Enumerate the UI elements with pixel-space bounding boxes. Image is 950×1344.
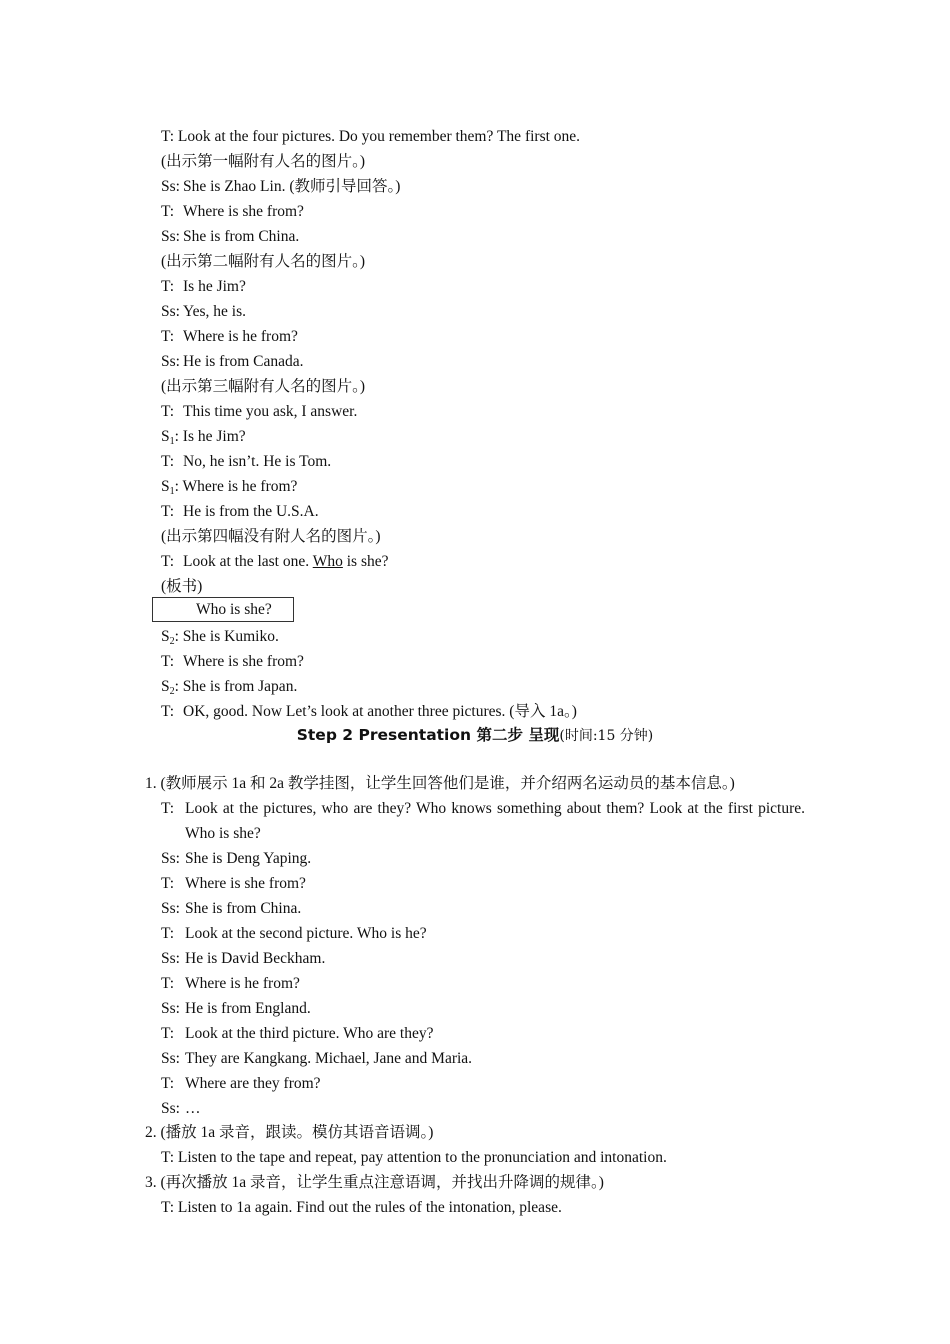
dialogue-line: Ss: They are Kangkang. Michael, Jane and Maria.: [161, 1050, 473, 1067]
dialogue-line: T: Where is she from?: [161, 653, 304, 670]
board-note: (板书): [161, 578, 203, 595]
dialogue-line: T: Look at the last one. Who is she?: [161, 553, 389, 570]
dialogue-line: Ss: She is Deng Yaping.: [161, 850, 312, 867]
dialogue-line: T: Where are they from?: [161, 1075, 321, 1092]
underlined-word: Who: [312, 553, 343, 570]
item-number: 3. (再次播放 1a 录音，让学生重点注意语调，并找出升降调的规律。): [145, 1174, 604, 1191]
dialogue-line: T: Where is she from?: [161, 203, 304, 220]
dialogue-line: T: Is he Jim?: [161, 278, 246, 295]
blackboard-box: Who is she?: [152, 597, 294, 622]
dialogue-line: Ss: Yes, he is.: [161, 303, 247, 320]
dialogue-line: T: Listen to 1a again. Find out the rules of the intonation, please.: [161, 1199, 562, 1216]
dialogue-line: T: He is from the U.S.A.: [161, 503, 319, 520]
dialogue-line: Ss: She is from China.: [161, 228, 300, 245]
dialogue-line: $S_2$: She is Kumiko.: [161, 628, 279, 647]
dialogue-line: T: Where is he from?: [161, 975, 300, 992]
dialogue-line: T: Look at the four pictures. Do you remember them? The first one.: [161, 128, 581, 145]
dialogue-line: Ss: He is from Canada.: [161, 353, 304, 370]
dialogue-line: Ss: He is from England.: [161, 1000, 311, 1017]
dialogue-line: Ss: She is from China.: [161, 900, 302, 917]
stage-note: (出示第四幅没有附人名的图片。): [161, 528, 381, 545]
dialogue-line: $S_1$: Is he Jim?: [161, 428, 246, 447]
dialogue-line: $S_2$: She is from Japan.: [161, 678, 298, 697]
dialogue-line: T: This time you ask, I answer.: [161, 403, 358, 420]
stage-note: (出示第二幅附有人名的图片。): [161, 253, 366, 270]
item-number: 1. (教师展示 1a 和 2a 教学挂图，让学生回答他们是谁，并介绍两名运动员的基本信息。): [145, 775, 735, 792]
dialogue-line: Ss: She is Zhao Lin. (教师引导回答。): [161, 178, 401, 195]
dialogue-line: T: Where is he from?: [161, 328, 298, 345]
dialogue-line-wrapped: T: Look at the pictures, who are they? Who knows something about them? Look at the first picture. Who is she?: [161, 800, 805, 842]
dialogue-line: Ss: He is David Beckham.: [161, 950, 326, 967]
dialogue-line: T: Look at the third picture. Who are they?: [161, 1025, 434, 1042]
dialogue-line: T: Listen to the tape and repeat, pay attention to the pronunciation and intonation.: [161, 1149, 667, 1166]
item-number: 2. (播放 1a 录音，跟读。模仿其语音语调。): [145, 1124, 434, 1141]
stage-note: (出示第三幅附有人名的图片。): [161, 378, 366, 395]
stage-note: (出示第一幅附有人名的图片。): [161, 153, 366, 170]
dialogue-line: T: Where is she from?: [161, 875, 306, 892]
step-heading: Step 2 Presentation 第二步 呈现(时间:15 分钟): [296, 726, 654, 744]
dialogue-line: Ss: …: [161, 1100, 201, 1117]
dialogue-line: T: No, he isn’t. He is Tom.: [161, 453, 332, 470]
dialogue-line: T: Look at the second picture. Who is he?: [161, 925, 427, 942]
dialogue-line: T: OK, good. Now Let’s look at another three pictures. (导入 1a。): [161, 703, 577, 720]
dialogue-line: $S_1$: Where is he from?: [161, 478, 298, 497]
